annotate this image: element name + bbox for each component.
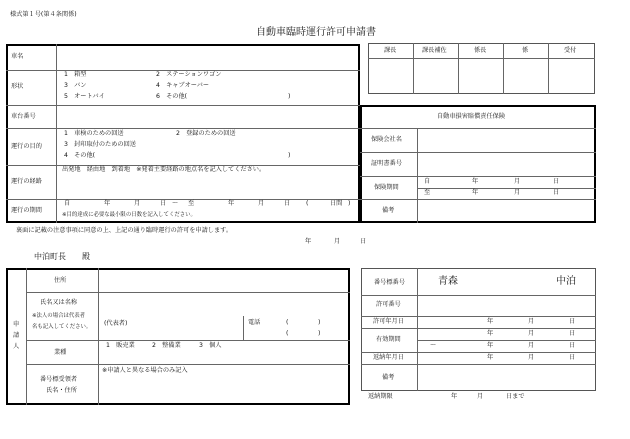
insurance-from: 自	[424, 178, 431, 185]
plate-receiver-field[interactable]	[99, 377, 348, 403]
insurance-day: 日	[553, 189, 560, 196]
insurance-month: 月	[514, 178, 521, 185]
permit-month: 月	[528, 318, 535, 325]
permit-date-label: 許可年月日	[373, 318, 404, 325]
period-note: ※目的達成に必要な最小限の日数を記入してください。	[62, 212, 196, 218]
period-paren: )	[348, 200, 351, 207]
insurance-company-field[interactable]	[418, 129, 594, 152]
period-to-label: 至	[188, 200, 195, 207]
insurance-to: 至	[424, 189, 431, 196]
permit-notes-label: 備考	[382, 374, 395, 381]
validity-month: 月	[528, 330, 535, 337]
address-label: 住所	[54, 277, 67, 284]
shape-option[interactable]: 6 その他(	[156, 93, 188, 100]
applicant-side-label: 人	[13, 343, 20, 350]
purpose-option[interactable]: 4 その他(	[64, 152, 96, 159]
period-from-label: 自	[64, 200, 71, 207]
validity-tilde: ～	[430, 342, 437, 349]
period-month: 月	[134, 200, 141, 207]
return-day: 日	[569, 354, 576, 361]
insurance-company-label: 保険会社名	[371, 136, 402, 143]
approval-header: 課長補佐	[422, 47, 447, 54]
approval-header: 係長	[474, 47, 487, 54]
period-paren: (	[306, 200, 309, 207]
shape-label: 形状	[11, 83, 24, 90]
insurance-period-label: 保険期間	[374, 184, 399, 191]
business-option[interactable]: 2 整備業	[152, 342, 181, 349]
insurance-year: 年	[472, 189, 479, 196]
phone-paren: )	[318, 330, 321, 337]
validity-month: 月	[528, 342, 535, 349]
insurance-month: 月	[514, 189, 521, 196]
period-label: 運行の期間	[11, 207, 42, 214]
return-deadline-year: 年	[451, 393, 458, 400]
plate-prefix: 青森	[438, 276, 458, 287]
return-deadline-label: 返納期限	[368, 393, 393, 400]
return-year: 年	[487, 354, 494, 361]
applicant-side-label: 申	[13, 321, 20, 328]
phone-paren: (	[286, 319, 289, 326]
phone-label: 電話	[248, 319, 261, 326]
business-option[interactable]: 1 販売業	[106, 342, 135, 349]
approval-header: 係	[522, 47, 529, 54]
period-tilde: ～	[172, 200, 179, 207]
return-deadline-month: 月	[477, 393, 484, 400]
permit-number-field[interactable]	[418, 296, 594, 316]
shape-option[interactable]: 1 箱型	[64, 71, 87, 78]
plate-receiver-note: ※申請人と異なる場合のみ記入	[102, 367, 188, 374]
insurance-year: 年	[472, 178, 479, 185]
purpose-option[interactable]: 3 封印取付のための回送	[64, 141, 136, 148]
route-fields: 出発地 経由地 到着地 ※発着主要経路の地点名を記入してください。	[62, 166, 266, 173]
business-option[interactable]: 3 個人	[199, 342, 222, 349]
shape-option[interactable]: 2 ステーションワゴン	[156, 71, 222, 78]
phone-paren: (	[286, 330, 289, 337]
validity-label: 有効期間	[376, 336, 401, 343]
plate-receiver-label: 番号標受領者	[40, 376, 78, 383]
application-year: 年	[305, 238, 312, 245]
period-day: 日	[160, 200, 167, 207]
route-input[interactable]	[57, 176, 359, 198]
applicant-side-label: 請	[13, 332, 20, 339]
plate-receiver-label: 氏名・住所	[46, 387, 77, 394]
certificate-field[interactable]	[418, 153, 594, 176]
approval-header: 受付	[564, 47, 577, 54]
application-statement: 裏面に記載の注意事項に同意の上、上記の通り臨時運行の許可を申請します。	[16, 227, 233, 234]
applicant-name-note: 名も記入してください。	[32, 324, 92, 330]
body-number-label: 車台番号	[11, 113, 36, 120]
plate-suffix: 中泊	[556, 276, 576, 287]
shape-option[interactable]: 3 バン	[64, 82, 87, 89]
purpose-option[interactable]: 1 車検のための回送	[64, 130, 124, 137]
period-year: 年	[228, 200, 235, 207]
body-number-field[interactable]	[57, 106, 359, 128]
return-month: 月	[528, 354, 535, 361]
validity-day: 日	[569, 330, 576, 337]
vehicle-name-field[interactable]	[57, 45, 359, 70]
addressee: 中泊町長 殿	[34, 252, 90, 261]
approval-header: 課長	[384, 47, 397, 54]
route-label: 運行の経路	[11, 178, 42, 185]
permit-year: 年	[487, 318, 494, 325]
shape-option[interactable]: 5 オートバイ	[64, 93, 105, 100]
applicant-name-field[interactable]	[99, 293, 348, 315]
plate-number-label: 番号標番号	[374, 279, 405, 286]
form-number: 様式第１号(第４条関係)	[10, 11, 77, 18]
purpose-option[interactable]: 2 登録のための回送	[176, 130, 236, 137]
insurance-header: 自動車損害賠償責任保険	[437, 113, 506, 120]
application-day: 日	[360, 238, 367, 245]
permit-number-label: 許可番号	[376, 301, 401, 308]
period-year: 年	[104, 200, 111, 207]
phone-paren: )	[318, 319, 321, 326]
address-field[interactable]	[99, 269, 348, 292]
period-month: 月	[258, 200, 265, 207]
insurance-notes-label: 備考	[382, 207, 395, 214]
page-title: 自動車臨時運行許可申請書	[256, 27, 376, 38]
period-day: 日	[284, 200, 291, 207]
period-days: 日間	[330, 200, 343, 207]
business-label: 業種	[54, 349, 67, 356]
certificate-label: 証明書番号	[371, 160, 402, 167]
validity-year: 年	[487, 342, 494, 349]
return-deadline-day: 日まで	[506, 393, 525, 400]
applicant-name-note: ※法人の場合は代表者	[32, 313, 86, 319]
shape-option[interactable]: 4 キャブオーバー	[156, 82, 210, 89]
purpose-label: 運行の目的	[11, 143, 42, 150]
validity-year: 年	[487, 330, 494, 337]
return-date-label: 返納年月日	[373, 354, 404, 361]
shape-option-close: )	[288, 93, 291, 100]
permit-day: 日	[569, 318, 576, 325]
validity-day: 日	[569, 342, 576, 349]
purpose-option-close: )	[288, 152, 291, 159]
vehicle-name-label: 車名	[11, 53, 24, 60]
insurance-day: 日	[553, 178, 560, 185]
applicant-name-label: 氏名又は名称	[40, 299, 78, 306]
representative-label: (代表者)	[104, 320, 128, 327]
application-month: 月	[334, 238, 341, 245]
